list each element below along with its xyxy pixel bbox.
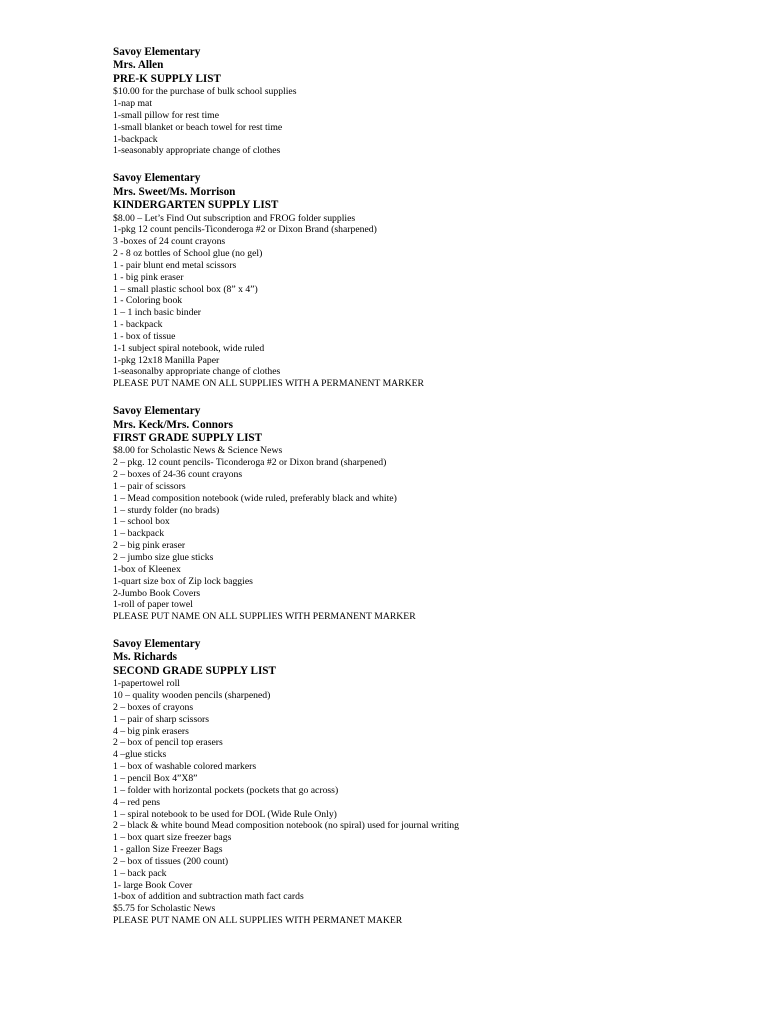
supply-list-section — [113, 46, 753, 157]
supply-list-item: 1 - gallon Size Freezer Bags — [113, 844, 223, 856]
supply-list-item: 1-pkg 12 count pencils-Ticonderoga #2 or Dixon Brand (sharpened) — [113, 224, 377, 236]
supply-list-item: 1-quart size box of Zip lock baggies — [113, 575, 253, 587]
supply-list-item: 2 – box of pencil top erasers — [113, 737, 223, 749]
supply-list-item: 1-box of Kleenex — [113, 563, 181, 575]
supply-list-item: 1 – small plastic school box (8” x 4”) — [113, 283, 258, 295]
supply-list-title: KINDERGARTEN SUPPLY LIST — [113, 199, 279, 212]
supply-list-item: 10 – quality wooden pencils (sharpened) — [113, 690, 271, 702]
supply-list-item: $8.00 – Let’s Find Out subscription and FROG folder supplies — [113, 212, 356, 224]
school-name: Savoy Elementary — [113, 405, 201, 418]
supply-list-item: 1-1 subject spiral notebook, wide ruled — [113, 342, 265, 354]
supply-list-item: 1 – 1 inch basic binder — [113, 307, 201, 319]
school-name: Savoy Elementary — [113, 46, 201, 58]
supply-list-section — [113, 405, 753, 623]
supply-list-item: 1 - Coloring book — [113, 295, 183, 307]
supply-list-item: 1 – Mead composition notebook (wide ruled, preferably black and white) — [113, 492, 397, 504]
supply-list-item: 2 – pkg. 12 count pencils- Ticonderoga #2 or Dixon brand (sharpened) — [113, 457, 387, 469]
supply-list-item: 1-box of addition and subtraction math fact cards — [113, 891, 304, 903]
supply-list-item: PLEASE PUT NAME ON ALL SUPPLIES WITH PERMANET MAKER — [113, 915, 403, 927]
teacher-name: Mrs. Allen — [113, 59, 164, 72]
supply-list-item: $8.00 for Scholastic News & Science News — [113, 445, 283, 457]
supply-list-item: 2 – boxes of 24-36 count crayons — [113, 469, 243, 481]
supply-list-title: FIRST GRADE SUPPLY LIST — [113, 431, 263, 444]
supply-list-title: PRE-K SUPPLY LIST — [113, 72, 221, 85]
supply-list-item: 1 – back pack — [113, 867, 167, 879]
supply-list-item: 2 – boxes of crayons — [113, 701, 194, 713]
supply-list-item: 1 – box of washable colored markers — [113, 761, 257, 773]
supply-list-item: 1-nap mat — [113, 98, 153, 110]
supply-list-item: 2 – big pink eraser — [113, 540, 186, 552]
supply-list-item: 1 – spiral notebook to be used for DOL (Wide Rule Only) — [113, 808, 337, 820]
supply-list-item: 1 – backpack — [113, 528, 165, 540]
supply-list-item: 1 - box of tissue — [113, 330, 176, 342]
supply-list-item: $10.00 for the purchase of bulk school supplies — [113, 86, 297, 98]
supply-list-item: 1-backpack — [113, 133, 158, 145]
supply-list-item: 2 – box of tissues (200 count) — [113, 855, 229, 867]
supply-list-item: 2-Jumbo Book Covers — [113, 587, 201, 599]
supply-list-item: 1 - pair blunt end metal scissors — [113, 259, 237, 271]
document-page — [113, 46, 753, 942]
supply-list-item: 4 –glue sticks — [113, 749, 167, 761]
supply-list-item: 1 - big pink eraser — [113, 271, 184, 283]
supply-list-item: 1 – folder with horizontal pockets (pockets that go across) — [113, 784, 339, 796]
teacher-name: Mrs. Keck/Mrs. Connors — [113, 418, 233, 431]
supply-list-item: 1 – school box — [113, 516, 170, 528]
supply-list-item: 1-papertowel roll — [113, 678, 180, 690]
supply-list-item: 1 – pair of sharp scissors — [113, 713, 210, 725]
supply-list-item: $5.75 for Scholastic News — [113, 903, 216, 915]
teacher-name: Ms. Richards — [113, 651, 178, 664]
supply-list-item: 2 – black & white bound Mead composition notebook (no spiral) used for journal writing — [113, 820, 459, 832]
supply-list-title: SECOND GRADE SUPPLY LIST — [113, 664, 276, 677]
supply-list-item: 2 – jumbo size glue sticks — [113, 551, 214, 563]
supply-list-item: 1 – pencil Box 4”X8” — [113, 773, 198, 784]
supply-list-item: PLEASE PUT NAME ON ALL SUPPLIES WITH PERMANENT MARKER — [113, 611, 416, 623]
supply-list-item: PLEASE PUT NAME ON ALL SUPPLIES WITH A PERMANENT MARKER — [113, 378, 425, 390]
supply-list-item: 1-small blanket or beach towel for rest time — [113, 121, 283, 133]
supply-list-item: 1 – pair of scissors — [113, 480, 186, 492]
supply-list-item: 1 - backpack — [113, 319, 163, 331]
school-name: Savoy Elementary — [113, 172, 201, 185]
supply-list-item: 2 - 8 oz bottles of School glue (no gel) — [113, 248, 263, 260]
supply-list-item: 1 – sturdy folder (no brads) — [113, 504, 220, 516]
school-name: Savoy Elementary — [113, 638, 201, 651]
supply-list-section — [113, 172, 753, 390]
supply-list-section — [113, 638, 753, 927]
supply-list-item: 1-pkg 12x18 Manilla Paper — [113, 354, 220, 366]
supply-list-item: 3 -boxes of 24 count crayons — [113, 236, 226, 248]
supply-list-item: 4 – big pink erasers — [113, 725, 189, 737]
supply-list-item: 1-roll of paper towel — [113, 599, 193, 611]
teacher-name: Mrs. Sweet/Ms. Morrison — [113, 185, 236, 198]
supply-list-item: 1 – box quart size freezer bags — [113, 832, 232, 844]
supply-list-item: 1-small pillow for rest time — [113, 109, 220, 121]
supply-list-item: 1- large Book Cover — [113, 879, 193, 891]
supply-list-item: 1-seasonably appropriate change of clothes — [113, 145, 281, 157]
supply-list-item: 4 – red pens — [113, 796, 161, 808]
supply-list-item: 1-seasonalby appropriate change of clothes — [113, 366, 281, 378]
